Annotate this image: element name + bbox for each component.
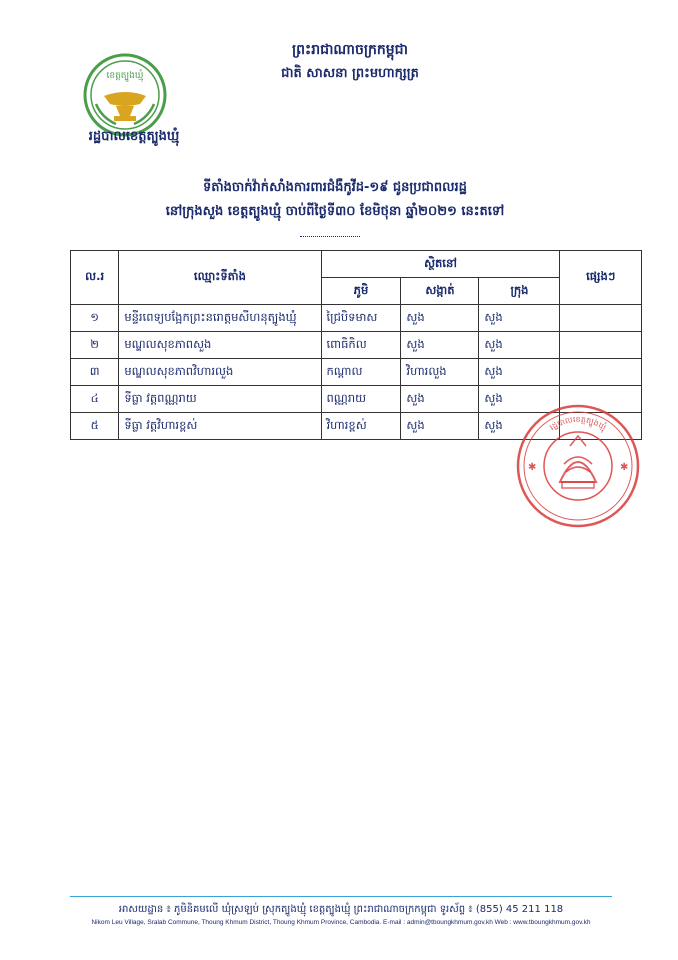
national-motto: ជាតិ សាសនា ព្រះមហាក្សត្រ <box>281 66 419 81</box>
row-location-name: ទីធ្លា វត្តពណ្ណរាយ <box>119 386 321 413</box>
row-remark <box>560 305 642 332</box>
row-no: ៣ <box>71 359 119 386</box>
table-row <box>71 359 642 386</box>
title-line-2: នៅក្រុងសួង ខេត្តត្បូងឃ្មុំ ចាប់ពីថ្ងៃទី៣០ ខែមិថុនា ឆ្នាំ២០២១ នេះតទៅ <box>165 204 505 219</box>
header-remark: ផ្សេងៗ <box>560 251 642 305</box>
row-district: សួង <box>479 359 560 386</box>
kingdom-name: ព្រះរាជាណាចក្រកម្ពុជា <box>291 42 408 58</box>
header-located-at: ស្ថិតនៅ <box>321 251 560 278</box>
row-district: សួង <box>479 386 560 413</box>
document-title <box>100 176 570 224</box>
row-commune: សួង <box>401 332 479 359</box>
row-location-name: មណ្ឌលសុខភាពវិហារលួង <box>119 359 321 386</box>
row-no: ៤ <box>71 386 119 413</box>
official-seal <box>514 402 642 530</box>
table-row <box>71 305 642 332</box>
kingdom-motto <box>230 40 470 84</box>
svg-text:រដ្ឋបាលខេត្តត្បូងឃ្មុំ: រដ្ឋបាលខេត្តត្បូងឃ្មុំ <box>547 414 608 433</box>
header-district: ក្រុង <box>479 278 560 305</box>
row-commune: សួង <box>401 413 479 440</box>
footer-address-english: Nikom Leu Village, Sralab Commune, Thoung Khmum District, Thoung Khmum Province, Cambodia. E-mail : admin@tboungkhmum.gov.kh Web : www.tboungkhmum.gov.kh <box>91 919 591 926</box>
table-header-row <box>71 251 642 278</box>
row-village: ពោធិកិល <box>321 332 401 359</box>
row-no: ៥ <box>71 413 119 440</box>
row-village: ជ្រៃបិទមាស <box>321 305 401 332</box>
table-row <box>71 332 642 359</box>
title-line-1: ទីតាំងចាក់វ៉ាក់សាំងការពារជំងឺកូវីដ-១៩ ជូនប្រជាពលរដ្ឋ <box>203 180 467 195</box>
row-commune: វិហារលួង <box>401 359 479 386</box>
svg-text:ខេត្តត្បូងឃ្មុំ: ខេត្តត្បូងឃ្មុំ <box>106 71 144 81</box>
header-village: ភូមិ <box>321 278 401 305</box>
svg-text:✱: ✱ <box>528 462 537 473</box>
row-district: សួង <box>479 413 560 440</box>
row-village: កណ្ដាល <box>321 359 401 386</box>
row-location-name: មណ្ឌលសុខភាពសួង <box>119 332 321 359</box>
row-village: ពណ្ណរាយ <box>321 386 401 413</box>
row-remark <box>560 359 642 386</box>
row-location-name: មន្ទីរពេទ្យបង្អែកព្រះនរោត្តមសីហនុត្បូងឃ្មុំ <box>119 305 321 332</box>
row-no: ១ <box>71 305 119 332</box>
footer-address-khmer: អាសយដ្ឋាន ៖ ភូមិនិគមលើ ឃុំស្រឡប់ ស្រុកត្បូងឃ្មុំ ខេត្តត្បូងឃ្មុំ ព្រះរាជាណាចក្រកម្ពុជា ទូរស័ព្ទ ៖ (855) 45 211 118 <box>118 904 564 915</box>
row-no: ២ <box>71 332 119 359</box>
title-divider <box>300 236 360 237</box>
row-location-name: ទីធ្លា វត្តវិហារខ្ពស់ <box>119 413 321 440</box>
header-commune: សង្កាត់ <box>401 278 479 305</box>
row-district: សួង <box>479 332 560 359</box>
row-commune: សួង <box>401 386 479 413</box>
row-remark <box>560 332 642 359</box>
header-no: ល.រ <box>71 251 119 305</box>
province-logo <box>82 52 168 138</box>
header-location-name: ឈ្មោះទីតាំង <box>119 251 321 305</box>
svg-text:✱: ✱ <box>620 462 629 473</box>
footer-divider <box>70 896 612 897</box>
row-district: សួង <box>479 305 560 332</box>
province-admin-name: រដ្ឋបាលខេត្តត្បូងឃ្មុំ <box>88 129 180 144</box>
row-village: វិហារខ្ពស់ <box>321 413 401 440</box>
row-commune: សួង <box>401 305 479 332</box>
